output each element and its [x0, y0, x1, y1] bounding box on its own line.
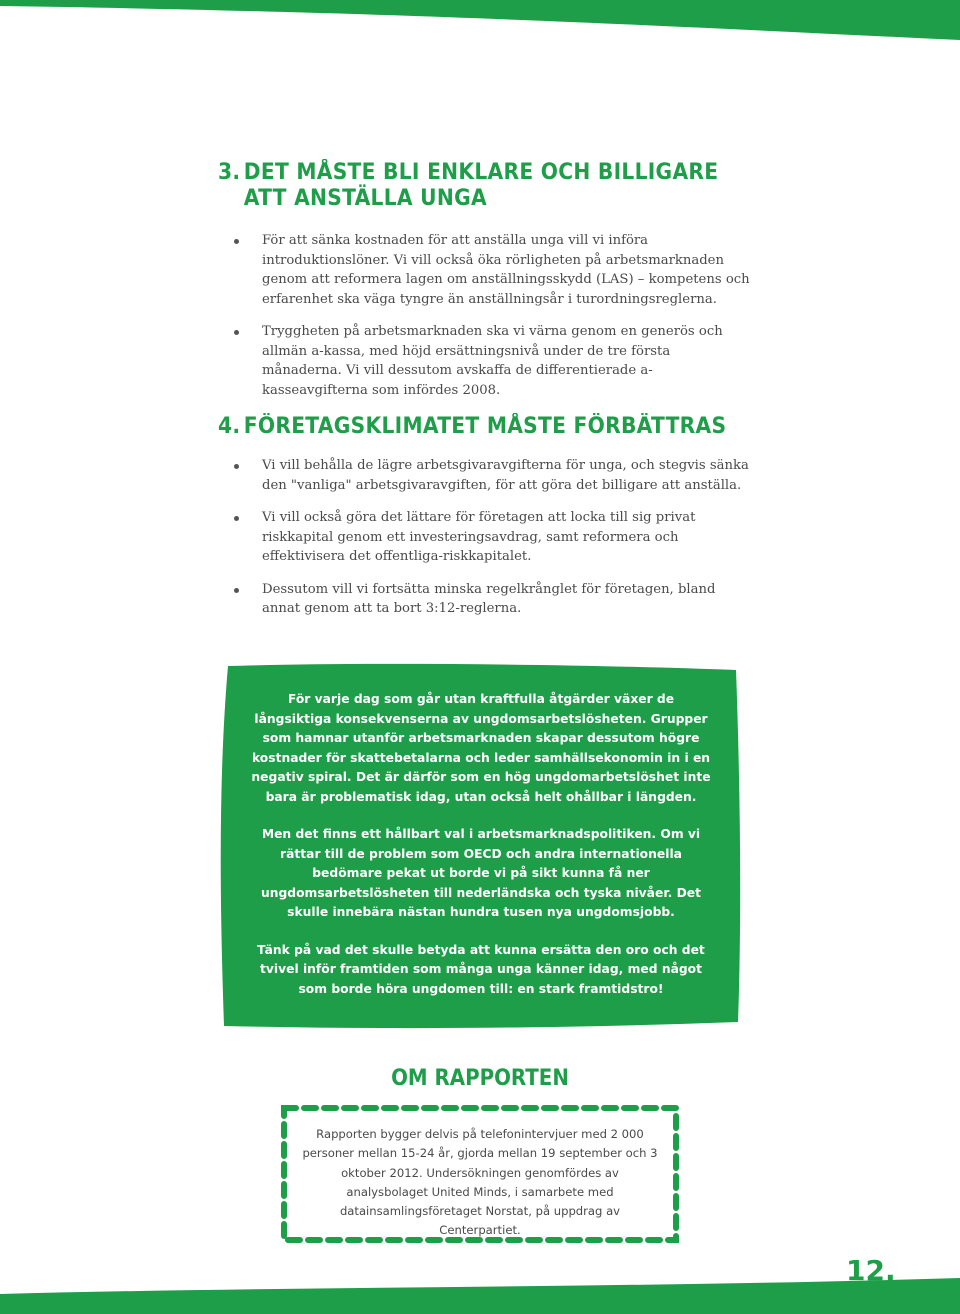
callout-paragraph: För varje dag som går utan kraftfulla åtgärder växer de långsiktiga konsekvenserna av ungdomsarbetslösheten. Grupper som hamnar utanför arbetsmarknaden skapar dessutom högre kostnader för skattebetalarna och leder samhällsekonomin in i en negativ spiral. Det är därför som en hög ungdomarbetslöshet inte bara är problematisk idag, utan också helt ohållbar i längden. [251, 692, 711, 804]
section4-heading [218, 414, 726, 440]
report-heading: OM RAPPORTEN [391, 1066, 569, 1091]
section3-number: 3. [218, 160, 241, 185]
section3-heading [218, 160, 718, 212]
section3-bullet-list [220, 231, 750, 413]
list-item: Vi vill också göra det lättare för företagen att locka till sig privat riskkapital genom ett investeringsavdrag, samt reformera och effektivisera det offentliga-riskkapitalet. [220, 508, 750, 567]
section4-title: FÖRETAGSKLIMATET MÅSTE FÖRBÄTTRAS [243, 414, 727, 439]
top-green-band [0, 0, 960, 44]
section4-number: 4. [218, 414, 241, 439]
callout-paragraph: Men det finns ett hållbart val i arbetsmarknadspolitiken. Om vi rättar till de problem som OECD och andra internationella bedömare pekat ut borde vi på sikt kunna få ner ungdomsarbetslösheten till nederländska och tyska nivåer. Det skulle innebära nästan hundra tusen nya ungdomsjobb. [260, 827, 702, 919]
list-item: Tryggheten på arbetsmarknaden ska vi värna genom en generös och allmän a-kassa, med höjd ersättningsnivå under de tre första månaderna. Vi vill dessutom avskaffa de differentierade a-kasseavgifterna som infördes 2008. [220, 322, 750, 400]
section3-title-line2: ATT ANSTÄLLA UNGA [243, 186, 487, 211]
report-text: Rapporten bygger delvis på telefonintervjuer med 2 000 personer mellan 15-24 år, gjorda mellan 19 september och 3 oktober 2012. Undersökningen genomfördes av analysbolaget United Minds, i samarbete med datainsamlingsföretaget Norstat, på uppdrag av Centerpartiet. [302, 1127, 658, 1238]
section4-bullet-list [220, 456, 750, 632]
callout-text [250, 690, 712, 1017]
list-item: För att sänka kostnaden för att anställa unga vill vi införa introduktionslöner. Vi vill också öka rörligheten på arbetsmarknaden genom att reformera lagen om anställningsskydd (LAS) – kompetens och erfarenhet ska väga tyngre än anställningsår i turordningsreglerna. [220, 231, 750, 309]
page-number: 12. [846, 1254, 896, 1287]
bottom-green-band [0, 1272, 960, 1314]
list-item: Vi vill behålla de lägre arbetsgivaravgifterna för unga, och stegvis sänka den "vanliga" arbetsgivaravgiften, för att göra det billigare att anställa. [220, 456, 750, 495]
callout-paragraph: Tänk på vad det skulle betyda att kunna ersätta den oro och det tvivel inför framtiden som många unga känner idag, med något som borde höra ungdomen till: en stark framtidstro! [257, 942, 705, 996]
section3-title-line1: DET MÅSTE BLI ENKLARE OCH BILLIGARE [243, 160, 719, 185]
list-item: Dessutom vill vi fortsätta minska regelkrånglet för företagen, bland annat genom att ta bort 3:12-reglerna. [220, 580, 750, 619]
